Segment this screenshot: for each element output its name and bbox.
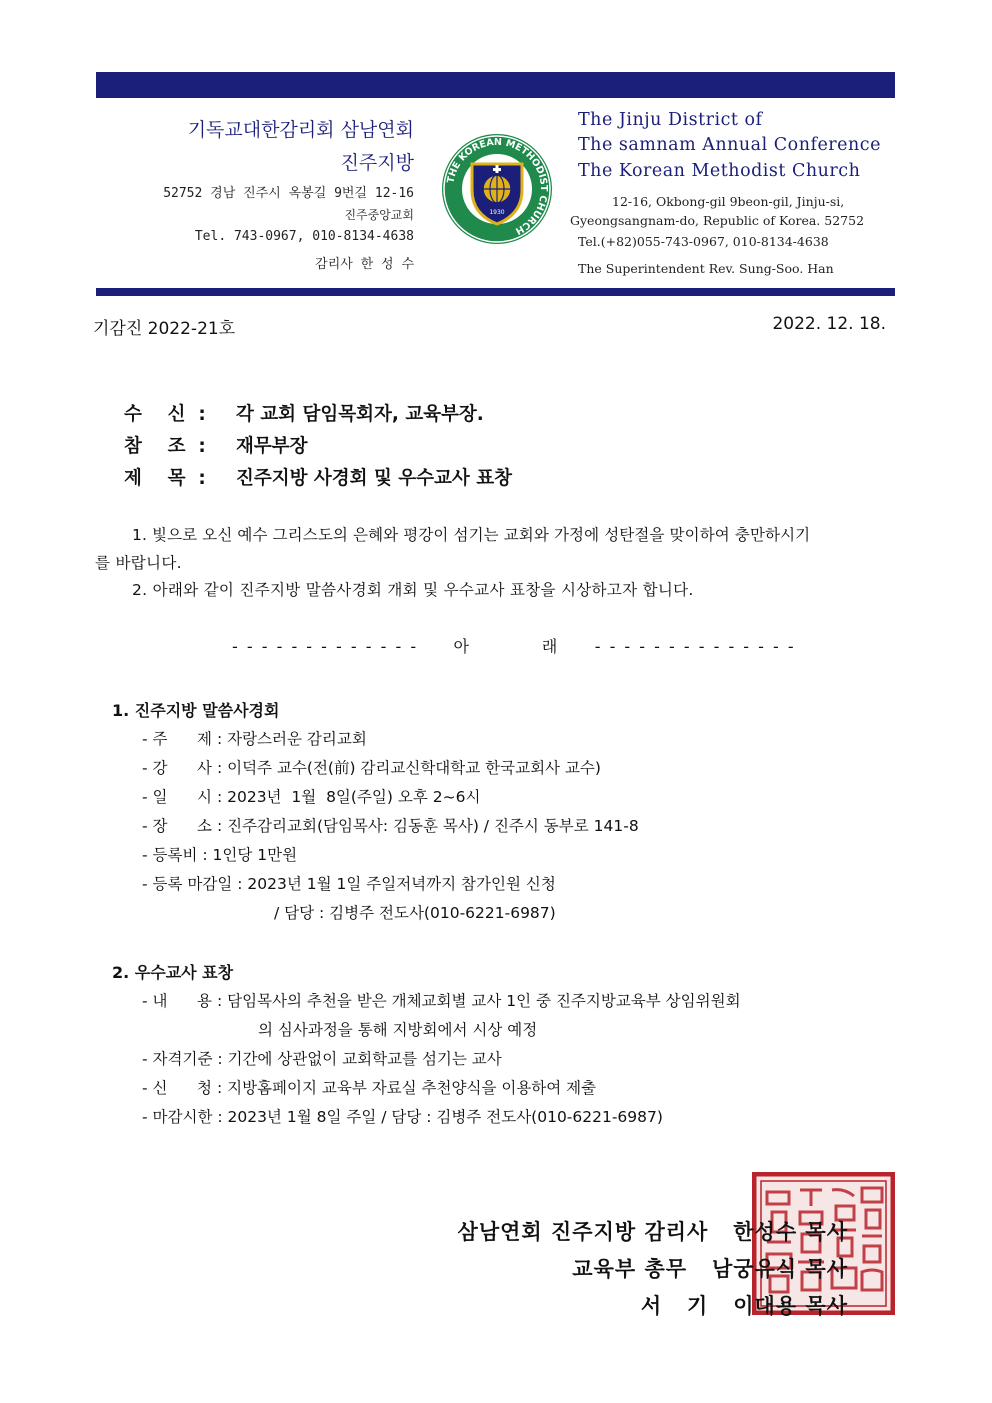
field-value: 각 교회 담임목회자, 교육부장. [236,404,484,425]
address-english-line2: Gyeongsangnam-do, Republic of Korea. 52752 [570,213,865,228]
field-value: 진주지방 사경회 및 우수교사 표창 [236,468,512,489]
section-1-contact: / 담당 : 김병주 전도사(010-6221-6987) [274,904,556,922]
document-number: 기감진 2022-21호 [93,319,236,339]
signature-secretary: 서 기 이대용 목사 [640,1294,848,1318]
arae-separator: - - - - - - - - - - - - - 아 래 - - - - - - - - - - - - - - [232,637,796,656]
address-english-line1: 12-16, Okbong-gil 9beon-gil, Jinju-si, [612,194,845,209]
section-1-title: 1. 진주지방 말씀사경회 [112,701,280,720]
svg-text:1930: 1930 [489,209,505,216]
signature-superintendent: 삼남연회 진주지방 감리사 한성수 목사 [457,1220,848,1244]
field-reference [124,432,307,458]
superintendent-korean: 감리사 한 성 수 [315,257,414,272]
methodist-church-logo [440,132,554,246]
section-2-title: 2. 우수교사 표창 [112,963,234,982]
field-recipient [124,400,484,426]
section-1-item-speaker: - 강 사 : 이덕주 교수(전(前) 감리교신학대학교 한국교회사 교수) [142,759,601,777]
section-2-item-application: - 신 청 : 지방홈페이지 교육부 자료실 추천양식을 이용하여 제출 [142,1079,597,1097]
section-2-item-content: - 내 용 : 담임목사의 추천을 받은 개체교회별 교사 1인 중 진주지방교육부 상임위원회 [142,992,741,1010]
conference-name-english: The samnam Annual Conference [578,135,881,155]
field-label: 수 신 : [124,404,206,425]
section-1-item-deadline: - 등록 마감일 : 2023년 1월 1일 주일저녁까지 참가인원 신청 [142,875,556,893]
section-2-item-qualification: - 자격기준 : 기간에 상관없이 교회학교를 섬기는 교사 [142,1050,502,1068]
header-top-bar [96,72,895,98]
section-1-item-place: - 장 소 : 진주감리교회(담임목사: 김동훈 목사) / 진주시 동부로 141-8 [142,817,639,835]
logo-ring-text [440,132,554,246]
superintendent-english: The Superintendent Rev. Sung-Soo. Han [578,261,834,276]
header-bottom-bar [96,288,895,296]
section-2-item-due: - 마감시한 : 2023년 1월 8일 주일 / 담당 : 김병주 전도사(010-6221-6987) [142,1108,663,1126]
paragraph-1-line-1: 1. 빛으로 오신 예수 그리스도의 은혜와 평강이 섬기는 교회와 가정에 성탄절을 맞이하여 충만하시기 [132,526,811,544]
phone-korean: Tel. 743-0967, 010-8134-4638 [194,229,414,244]
paragraph-2: 2. 아래와 같이 진주지방 말씀사경회 개회 및 우수교사 표창을 시상하고자 합니다. [132,581,694,599]
address-korean: 52752 경남 진주시 옥봉길 9번길 12-16 [163,186,414,201]
svg-text:THE KOREAN METHODIST CHURCH: THE KOREAN METHODIST CHURCH [445,136,550,237]
paragraph-1-line-2: 를 바랍니다. [95,554,182,572]
phone-english: Tel.(+82)055-743-0967, 010-8134-4638 [578,234,829,249]
section-1-item-topic: - 주 제 : 자랑스러운 감리교회 [142,730,367,748]
section-2-item-content-cont: 의 심사과정을 통해 지방회에서 시상 예정 [258,1021,538,1039]
field-label: 제 목 : [124,468,206,489]
church-name-english: The Korean Methodist Church [578,161,861,181]
field-subject [124,464,512,490]
section-1-item-time: - 일 시 : 2023년 1월 8일(주일) 오후 2~6시 [142,788,481,806]
field-label: 참 조 : [124,436,206,457]
church-name: 진주중앙교회 [344,208,414,222]
field-value: 재무부장 [236,436,308,457]
org-name-korean: 기독교대한감리회 삼남연회 [187,119,414,141]
signature-education-director: 교육부 총무 남궁유식 목사 [572,1257,848,1281]
district-name-korean: 진주지방 [340,152,414,174]
document-date: 2022. 12. 18. [772,314,886,334]
section-1-item-fee: - 등록비 : 1인당 1만원 [142,846,298,864]
district-name-english: The Jinju District of [578,110,763,130]
